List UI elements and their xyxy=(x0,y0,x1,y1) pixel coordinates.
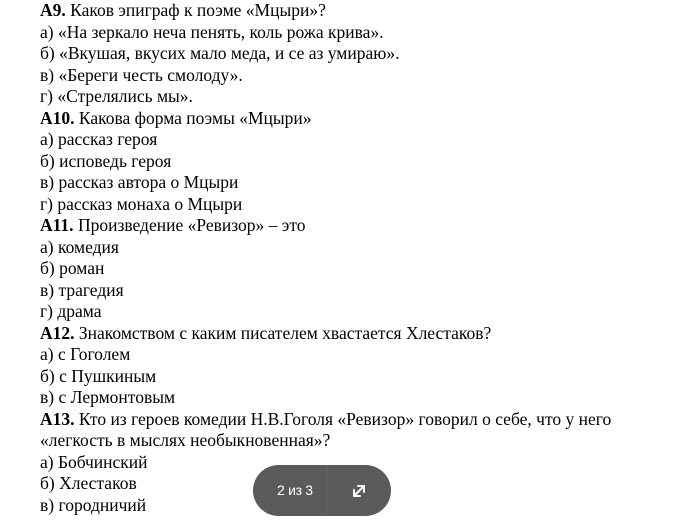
answer-option: в) трагедия xyxy=(40,279,124,300)
question-text: Знакомством с каким писателем хвастается Хлестаков? xyxy=(74,322,492,343)
question-text-continued: «легкость в мыслях необыкновенная»? xyxy=(40,430,331,450)
question-number: А10. xyxy=(40,107,75,128)
answer-option: г) драма xyxy=(40,301,102,321)
question-text: Какова форма поэмы «Мцыри» xyxy=(74,107,312,128)
question-a13 xyxy=(40,409,680,431)
controls-divider xyxy=(327,465,328,516)
answer-option: б) «Вкушая, вкусих мало меда, и се аз умираю». xyxy=(40,43,400,63)
answer-option: в) с Лермонтовым xyxy=(40,387,176,407)
question-number: А12. xyxy=(40,322,75,343)
image-viewer-controls xyxy=(253,465,391,516)
question-number: А9. xyxy=(40,0,66,20)
answer-option: в) городничий xyxy=(40,494,147,515)
question-a11 xyxy=(40,215,680,237)
answer-option: а) «На зеркало неча пенять, коль рожа крива». xyxy=(40,21,384,42)
question-text: Каков эпиграф к поэме «Мцыри»? xyxy=(65,0,326,20)
answer-option: а) с Гоголем xyxy=(40,344,131,364)
question-number: А13. xyxy=(40,408,75,429)
answer-option: а) Бобчинский xyxy=(40,451,148,472)
answer-option: а) рассказ героя xyxy=(40,129,158,149)
expand-arrows-icon[interactable] xyxy=(348,480,370,502)
answer-option: б) с Пушкиным xyxy=(40,365,157,386)
answer-option: б) Хлестаков xyxy=(40,473,137,493)
document-content xyxy=(40,0,680,516)
question-a10 xyxy=(40,108,680,130)
question-a12 xyxy=(40,323,680,345)
answer-option: а) комедия xyxy=(40,236,119,257)
page-counter: 2 из 3 xyxy=(277,482,313,498)
answer-option: в) рассказ автора о Мцыри xyxy=(40,172,239,192)
question-a9 xyxy=(40,0,680,22)
question-text: Произведение «Ревизор» – это xyxy=(73,215,306,235)
answer-option: г) «Стрелялись мы». xyxy=(40,86,193,106)
answer-option: в) «Береги честь смолоду». xyxy=(40,64,243,85)
answer-option: б) роман xyxy=(40,258,105,278)
answer-option: г) рассказ монаха о Мцыри xyxy=(40,193,243,214)
answer-option: б) исповедь героя xyxy=(40,150,172,171)
question-text: Кто из героев комедии Н.В.Гоголя «Ревизор» говорил о себе, что у него xyxy=(74,408,612,429)
question-number: А11. xyxy=(40,215,74,235)
